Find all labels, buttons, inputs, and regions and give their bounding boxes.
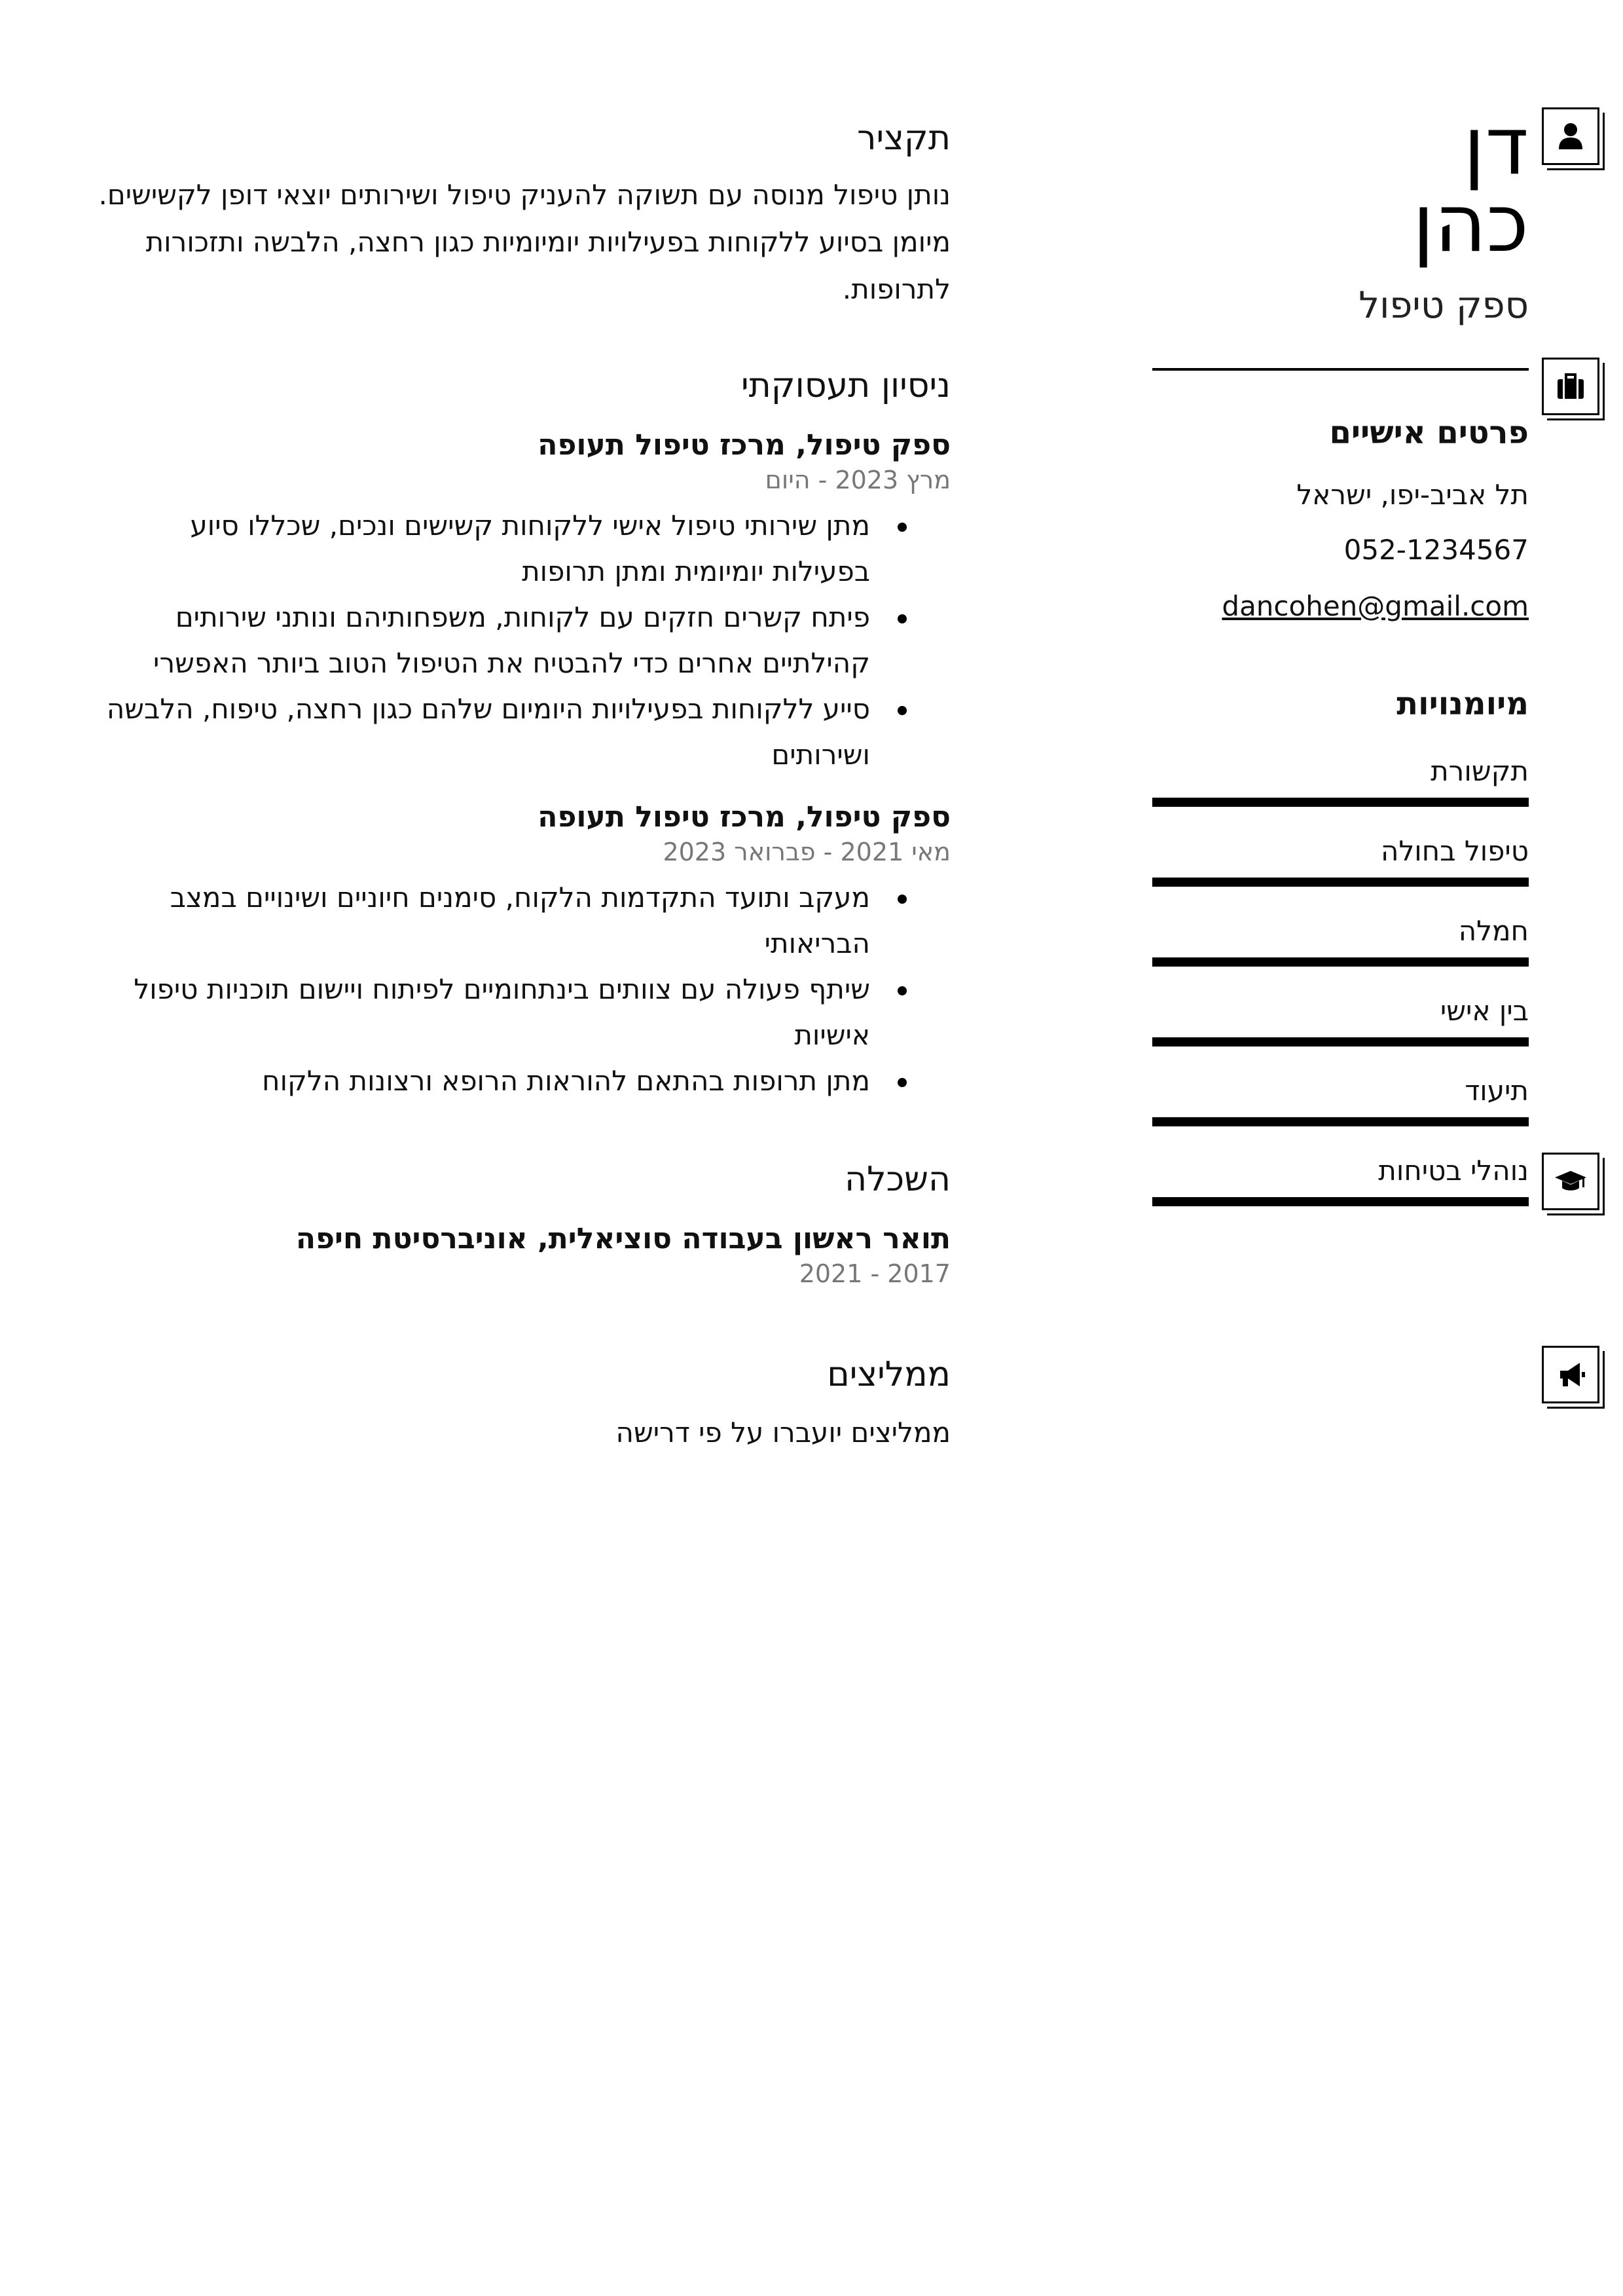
skills-heading: מיומנויות xyxy=(1396,686,1529,722)
location-text: תל אביב-יפו, ישראל xyxy=(1296,479,1529,511)
summary-line: לתרופות. xyxy=(842,273,951,305)
bullet-line: בפעילות יומיומית ומתן תרופות xyxy=(522,555,870,587)
graduation-cap-icon xyxy=(1542,1153,1599,1210)
bullet-line: סייע ללקוחות בפעילויות היומיום שלהם כגון רחצה, טיפוח, הלבשה xyxy=(106,693,870,725)
megaphone-icon xyxy=(1542,1346,1599,1403)
last-name: כהן xyxy=(1412,177,1529,270)
job-title: ספק טיפול, מרכז טיפול תעופה xyxy=(538,428,951,462)
degree-title: תואר ראשון בעבודה סוציאלית, אוניברסיטת חיפה xyxy=(295,1222,951,1255)
job-dates: מרץ 2023 - היום xyxy=(765,466,951,494)
first-name: דן xyxy=(1463,100,1529,193)
bullet-line: שיתף פעולה עם צוותים בינתחומיים לפיתוח ויישום תוכניות טיפול xyxy=(134,973,870,1005)
skill-label: טיפול בחולה xyxy=(1381,835,1529,867)
summary-heading: תקציר xyxy=(857,119,951,158)
job-bullets xyxy=(52,503,870,778)
bullet-line: קהילתיים אחרים כדי להבטיח את הטיפול הטוב ביותר האפשרי xyxy=(153,647,870,679)
education-dates: 2017 - 2021 xyxy=(799,1259,951,1288)
email-link[interactable]: dancohen@gmail.com xyxy=(1222,590,1529,622)
phone-text: 052-1234567 xyxy=(1343,534,1529,566)
bullet-line: מתן שירותי טיפול אישי ללקוחות קשישים ונכים, שכללו סיוע xyxy=(190,509,870,542)
skill-label: בין אישי xyxy=(1440,995,1529,1027)
bullet-line: מתן תרופות בהתאם להוראות הרופא ורצונות הלקוח xyxy=(262,1065,870,1097)
experience-heading: ניסיון תעסוקתי xyxy=(740,366,951,405)
references-heading: ממליצים xyxy=(827,1355,951,1394)
skill-bar xyxy=(1152,957,1529,967)
bullet-line: ושירותים xyxy=(771,739,870,771)
skill-label: נוהלי בטיחות xyxy=(1378,1155,1529,1187)
skill-label: תיעוד xyxy=(1465,1075,1529,1107)
skill-label: חמלה xyxy=(1458,915,1529,947)
list-item xyxy=(52,686,870,778)
skill-bar xyxy=(1152,1197,1529,1206)
list-item xyxy=(52,503,870,595)
job-title: ספק טיפול, מרכז טיפול תעופה xyxy=(538,800,951,834)
skill-bar xyxy=(1152,798,1529,807)
header-divider xyxy=(1152,368,1529,371)
skill-bar xyxy=(1152,1117,1529,1126)
summary-line: נותן טיפול מנוסה עם תשוקה להעניק טיפול ושירותים יוצאי דופן לקשישים. xyxy=(98,179,951,211)
list-item xyxy=(52,875,870,967)
job-bullets xyxy=(52,875,870,1104)
skill-bar xyxy=(1152,1037,1529,1046)
bullet-line: פיתח קשרים חזקים עם לקוחות, משפחותיהם ונותני שירותים xyxy=(175,601,870,633)
job-title: ספק טיפול xyxy=(1359,284,1529,327)
user-icon xyxy=(1542,107,1599,165)
list-item xyxy=(52,967,870,1058)
summary-line: מיומן בסיוע ללקוחות בפעילויות יומיומיות כגון רחצה, הלבשה ותזכורות xyxy=(145,226,951,258)
list-item xyxy=(52,595,870,686)
skill-bar xyxy=(1152,878,1529,887)
references-text: ממליצים יועברו על פי דרישה xyxy=(615,1416,951,1449)
list-item xyxy=(52,1058,870,1104)
bullet-line: הבריאותי xyxy=(764,927,870,959)
education-heading: השכלה xyxy=(845,1160,951,1199)
briefcase-icon xyxy=(1542,358,1599,415)
bullet-line: אישיות xyxy=(794,1019,870,1051)
job-dates: מאי 2021 - פברואר 2023 xyxy=(663,838,951,866)
personal-heading: פרטים אישיים xyxy=(1329,415,1529,451)
skill-label: תקשורת xyxy=(1431,755,1529,787)
bullet-line: מעקב ותועד התקדמות הלקוח, סימנים חיוניים ושינויים במצב xyxy=(170,881,870,914)
